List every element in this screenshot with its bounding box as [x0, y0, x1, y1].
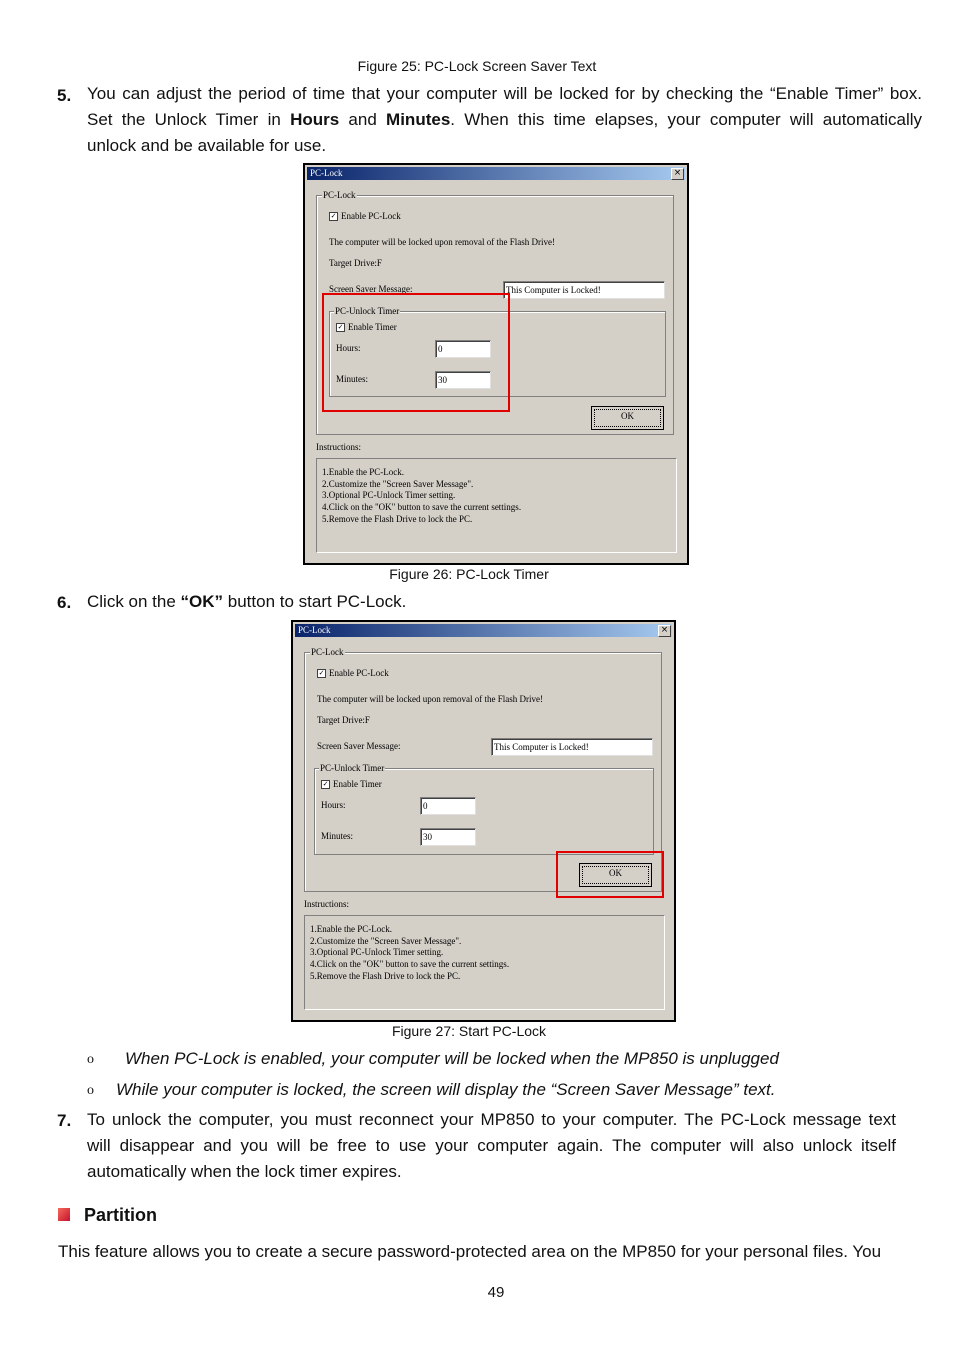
screen-saver-label: Screen Saver Message: — [317, 741, 401, 751]
enable-timer-label: Enable Timer — [348, 322, 397, 332]
minutes-label: Minutes: — [321, 831, 354, 841]
dialog-titlebar — [307, 167, 685, 180]
lock-notice: The computer will be locked upon removal of the Flash Drive! — [317, 694, 543, 704]
bullet-marker: o — [87, 1083, 94, 1098]
partition-heading: Partition — [84, 1205, 158, 1225]
enable-pclock-checkbox[interactable]: ✓ — [330, 212, 337, 220]
ok-button-label: OK — [621, 411, 634, 421]
bullet-text: While your computer is locked, the screen will display the “Screen Saver Message” text. — [116, 1080, 776, 1099]
enable-timer-checkbox[interactable]: ✓ — [322, 780, 329, 788]
ok-button[interactable] — [591, 406, 664, 430]
instruction-line: 4.Click on the "OK" button to save the current settings. — [322, 502, 522, 513]
target-drive: Target Drive:F — [317, 715, 370, 725]
figure-25-caption: Figure 25: PC-Lock Screen Saver Text — [357, 58, 597, 74]
step-6-text-a: Click on the — [87, 592, 181, 611]
target-drive: Target Drive:F — [329, 258, 382, 268]
minutes-input[interactable]: 30 — [420, 828, 476, 846]
lock-notice: The computer will be locked upon removal of the Flash Drive! — [329, 237, 555, 247]
timer-highlight-box — [322, 293, 510, 412]
instructions-label: Instructions: — [304, 899, 349, 909]
enable-timer-label: Enable Timer — [333, 779, 382, 789]
step-5-text — [87, 81, 922, 159]
instructions-box — [316, 458, 677, 553]
enable-pclock-checkbox[interactable]: ✓ — [318, 669, 325, 677]
partition-text: This feature allows you to create a secure password-protected area on the MP850 for your personal files. You — [58, 1242, 882, 1261]
step-7-line-1: To unlock the computer, you must reconnect your MP850 to your computer. The PC-Lock message text — [87, 1110, 896, 1129]
step-5-line-3: unlock and be available for use. — [87, 136, 327, 155]
hours-input[interactable]: 0 — [435, 340, 491, 358]
bullet-text: When PC-Lock is enabled, your computer will be locked when the MP850 is unplugged — [125, 1049, 779, 1068]
instruction-line: 5.Remove the Flash Drive to lock the PC. — [322, 513, 473, 524]
unlock-timer-label: PC-Unlock Timer — [335, 306, 400, 316]
step-7-line-3: automatically when the lock timer expires. — [87, 1162, 402, 1181]
enable-pclock-label: Enable PC-Lock — [341, 211, 401, 221]
step-7-text — [87, 1107, 896, 1185]
step-5-line-2-a: Set the Unlock Timer in — [87, 110, 291, 129]
ok-highlight-box — [556, 851, 664, 898]
screen-saver-label: Screen Saver Message: — [329, 284, 413, 294]
close-icon[interactable]: × — [671, 168, 684, 180]
pclock-group-label: PC-Lock — [311, 647, 344, 657]
figure-27-caption: Figure 27: Start PC-Lock — [391, 1023, 547, 1039]
unlock-timer-label: PC-Unlock Timer — [320, 763, 385, 773]
step-6-number: 6. — [57, 593, 72, 612]
screen-saver-input[interactable]: This Computer is Locked! — [503, 281, 665, 299]
ok-button-label: OK — [609, 868, 622, 878]
instructions-label: Instructions: — [316, 442, 361, 452]
step-6-text-b: button to start PC-Lock. — [223, 592, 407, 611]
dialog-title: PC-Lock — [310, 168, 343, 178]
step-7-line-2: will disappear and you will be free to use your computer again. The computer will also unlock itself — [87, 1136, 896, 1155]
minutes-emphasis: Minutes — [386, 110, 451, 129]
figure-26-caption: Figure 26: PC-Lock Timer — [389, 566, 549, 582]
section-bullet-icon — [58, 1208, 70, 1221]
bullet-marker: o — [87, 1052, 94, 1067]
instructions-box — [304, 915, 665, 1010]
instruction-line: 4.Click on the "OK" button to save the current settings. — [310, 959, 510, 970]
hours-label: Hours: — [336, 343, 361, 353]
enable-pclock-label: Enable PC-Lock — [329, 668, 389, 678]
dialog-titlebar — [295, 624, 672, 637]
hours-emphasis: Hours — [290, 110, 340, 129]
step-5-line-1: You can adjust the period of time that your computer will be locked for by checking the “Enable Timer” box. — [87, 84, 922, 103]
hours-input[interactable]: 0 — [420, 797, 476, 815]
page-number: 49 — [487, 1284, 505, 1301]
instruction-line: 2.Customize the "Screen Saver Message". — [322, 478, 474, 489]
pclock-dialog-start — [291, 620, 676, 1022]
step-5-line-2-b: and — [339, 110, 387, 129]
pclock-group-label: PC-Lock — [323, 190, 356, 200]
hours-label: Hours: — [321, 800, 346, 810]
instruction-line: 3.Optional PC-Unlock Timer setting. — [322, 490, 456, 501]
unlock-timer-group — [314, 763, 654, 855]
enable-timer-checkbox[interactable]: ✓ — [337, 323, 344, 331]
step-5-line-2 — [87, 107, 922, 133]
screen-saver-input[interactable]: This Computer is Locked! — [491, 738, 653, 756]
instruction-line: 1.Enable the PC-Lock. — [310, 924, 392, 934]
instruction-line: 2.Customize the "Screen Saver Message". — [310, 935, 462, 946]
step-5-line-2-c: . When this time elapses, your computer will automatically — [450, 110, 922, 129]
step-5-number: 5. — [57, 86, 72, 105]
instruction-line: 3.Optional PC-Unlock Timer setting. — [310, 947, 444, 958]
step-7-number: 7. — [57, 1111, 72, 1130]
step-6-text — [87, 589, 922, 615]
dialog-title: PC-Lock — [298, 625, 331, 635]
close-icon[interactable]: × — [658, 625, 671, 637]
instruction-line: 5.Remove the Flash Drive to lock the PC. — [310, 970, 461, 981]
minutes-input[interactable]: 30 — [435, 371, 491, 389]
instruction-line: 1.Enable the PC-Lock. — [322, 467, 404, 477]
minutes-label: Minutes: — [336, 374, 369, 384]
ok-emphasis: “OK” — [180, 592, 224, 611]
